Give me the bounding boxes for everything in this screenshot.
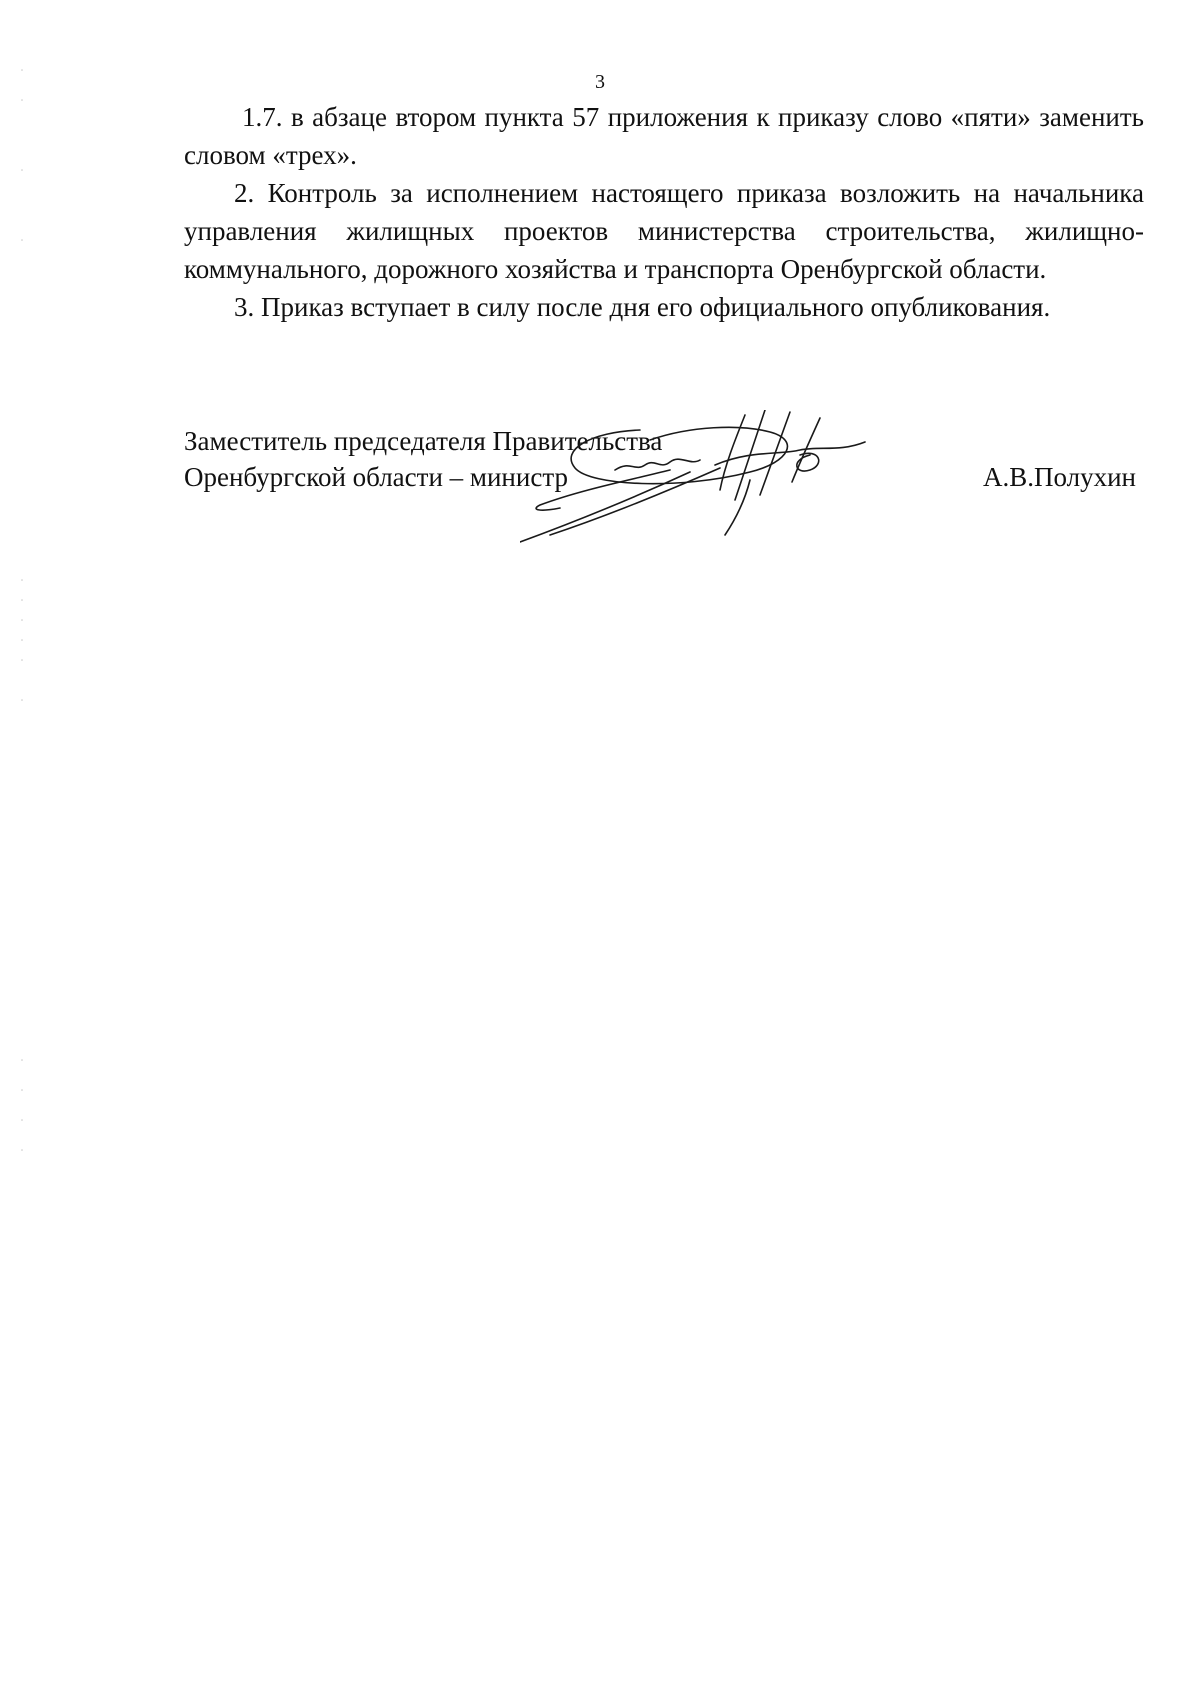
signatory-name: А.В.Полухин xyxy=(982,462,1136,492)
scan-margin-marks xyxy=(18,60,26,1260)
signatory-title-line-2: Оренбургской области – министр xyxy=(184,462,568,492)
paragraph-3: 3. Приказ вступает в силу после дня его официального опубликования. xyxy=(234,292,1051,322)
document-body xyxy=(184,98,1144,326)
paragraph-2: 2. Контроль за исполнением настоящего приказа возложить на начальника управления жилищных проектов министерства строительства, жилищно-коммунального, дорожного хозяйства и транспорта Оренбургской области. xyxy=(184,178,1144,284)
signatory-title-line-1: Заместитель председателя Правительства xyxy=(184,426,663,456)
handwritten-signature-icon xyxy=(520,410,940,600)
page-number: 3 xyxy=(595,71,605,93)
paragraph-1-7: 1.7. в абзаце втором пункта 57 приложения к приказу слово «пяти» заменить словом «трех». xyxy=(184,102,1144,170)
